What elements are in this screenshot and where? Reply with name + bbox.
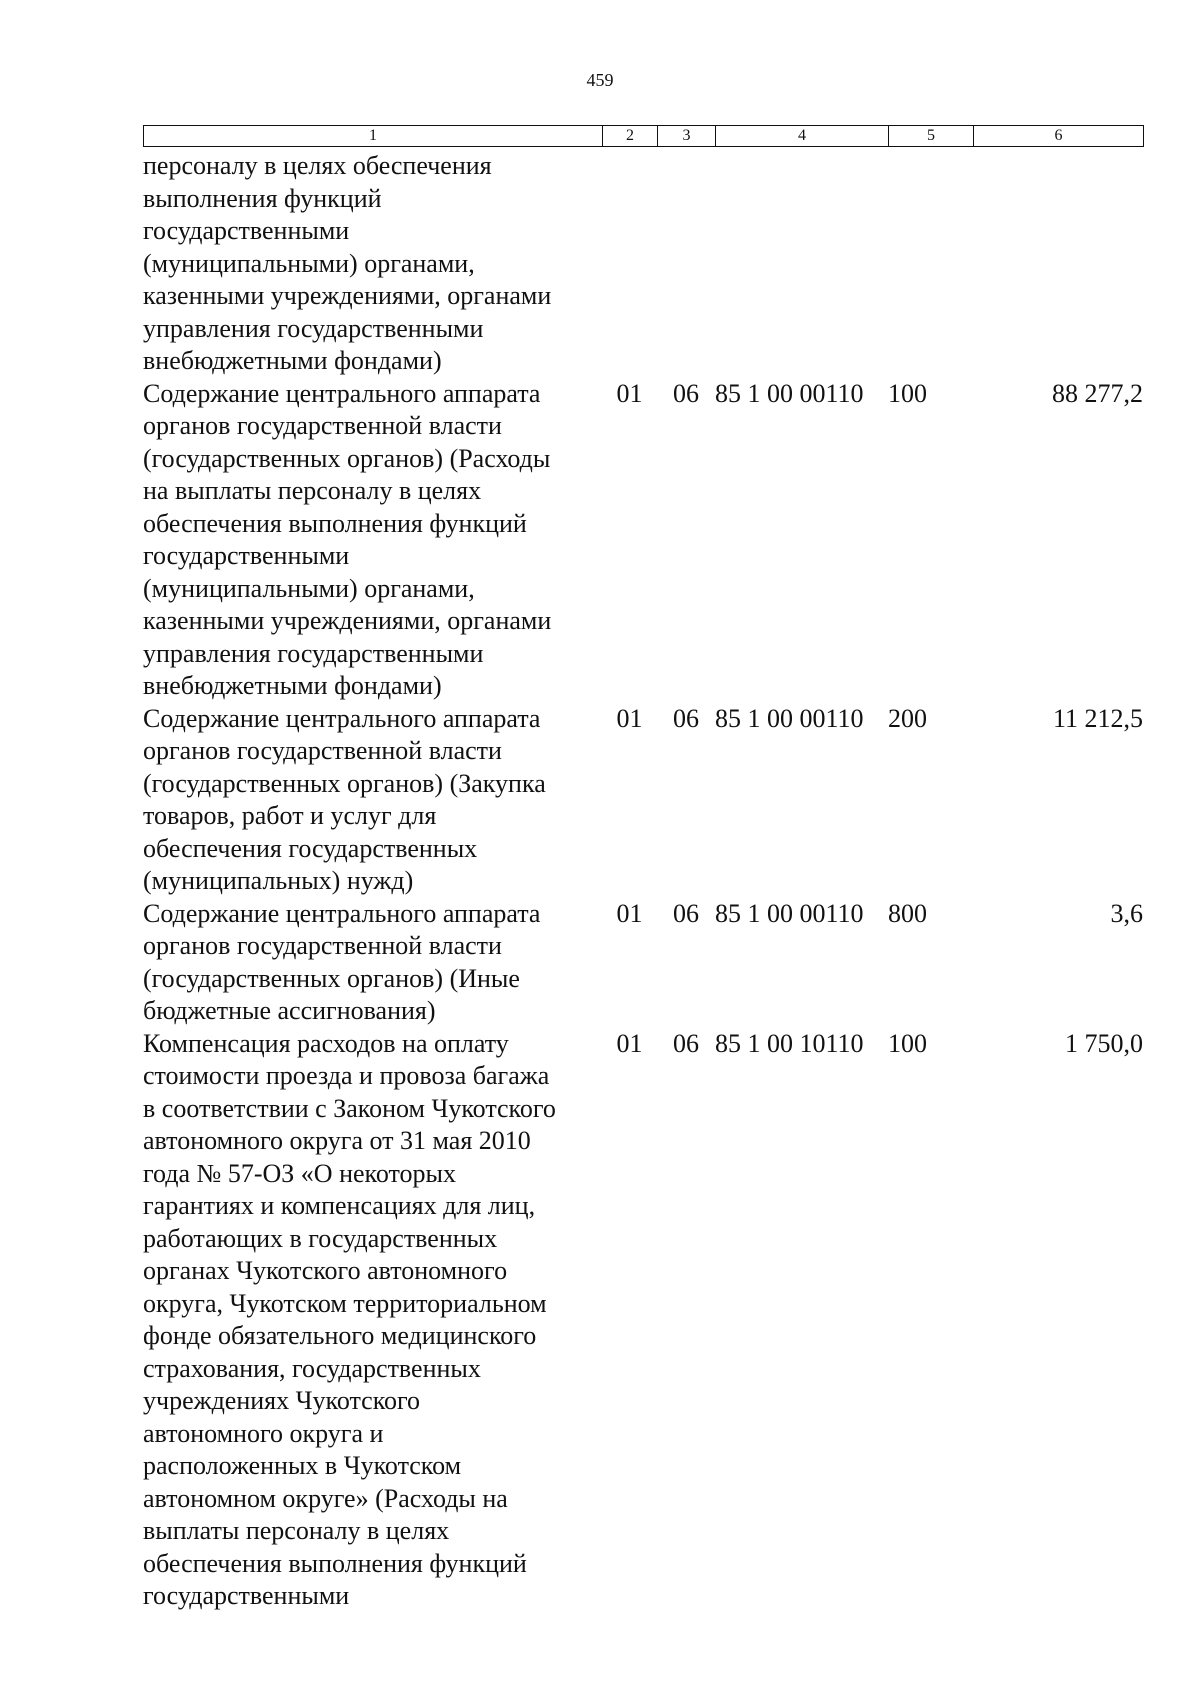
column-number-2: 2 — [603, 126, 658, 147]
table-row — [143, 898, 1143, 1028]
table-row — [143, 703, 1143, 898]
subsection-code: 06 — [673, 703, 699, 733]
section-code: 01 — [616, 898, 643, 928]
table-row — [143, 378, 1143, 703]
target-article-code — [715, 150, 888, 378]
page-number: 459 — [586, 70, 614, 90]
expense-name: Содержание центрального аппарата органов государственной власти (государственных органов) (Закупка товаров, работ и услуг для обеспечения государственных (муниципальных) нужд) — [143, 703, 546, 895]
target-article-code: 85 1 00 10110 — [715, 1028, 864, 1058]
expense-type-code: 800 — [888, 898, 927, 928]
table-row — [143, 150, 1143, 378]
section-code: 01 — [616, 703, 643, 733]
amount: 3,6 — [1110, 898, 1143, 928]
subsection-code — [657, 150, 715, 378]
target-article-code: 85 1 00 00110 — [715, 703, 864, 733]
column-number-5: 5 — [889, 126, 974, 147]
budget-table — [143, 150, 1143, 1613]
amount: 88 277,2 — [1052, 378, 1143, 408]
amount — [973, 150, 1143, 378]
subsection-code: 06 — [673, 898, 699, 928]
expense-name: Содержание центрального аппарата органов государственной власти (государственных органов) (Расходы на выплаты персоналу в целях обеспечения выполнения функций государственными (муниципальными) органами, казенными учреждениями, органами управления государственными внебюджетными фондами) — [143, 378, 552, 700]
column-number-3: 3 — [658, 126, 716, 147]
amount: 1 750,0 — [1065, 1028, 1143, 1058]
expense-type-code: 200 — [888, 703, 927, 733]
column-number-6: 6 — [974, 126, 1144, 147]
column-number-1: 1 — [144, 126, 603, 147]
expense-type-code: 100 — [888, 378, 927, 408]
table-header — [143, 125, 1144, 147]
section-code — [602, 150, 657, 378]
target-article-code: 85 1 00 00110 — [715, 898, 864, 928]
subsection-code: 06 — [673, 378, 699, 408]
target-article-code: 85 1 00 00110 — [715, 378, 864, 408]
table-row — [143, 1028, 1143, 1613]
expense-type-code — [888, 150, 973, 378]
subsection-code: 06 — [673, 1028, 699, 1058]
column-number-4: 4 — [716, 126, 889, 147]
section-code: 01 — [616, 1028, 643, 1058]
section-code: 01 — [616, 378, 643, 408]
expense-name: Содержание центрального аппарата органов государственной власти (государственных органов) (Иные бюджетные ассигнования) — [143, 898, 541, 1025]
expense-name: Компенсация расходов на оплату стоимости проезда и провоза багажа в соответствии с Законом Чукотского автономного округа от 31 мая 2010 года № 57-ОЗ «О некоторых гарантиях и компенсациях для лиц, работающих в государственных органах Чукотского автономного округа, Чукотском территориальном фонде обязательного медицинского страхования, государственных учреждениях Чукотского автономного округа и расположенных в Чукотском автономном округе» (Расходы на выплаты персоналу в целях обеспечения выполнения функций государственными — [143, 1028, 556, 1610]
expense-type-code: 100 — [888, 1028, 927, 1058]
expense-name: персоналу в целях обеспечения выполнения функций государственными (муниципальными) органами, казенными учреждениями, органами управления государственными внебюджетными фондами) — [143, 151, 552, 375]
amount: 11 212,5 — [1052, 703, 1143, 733]
